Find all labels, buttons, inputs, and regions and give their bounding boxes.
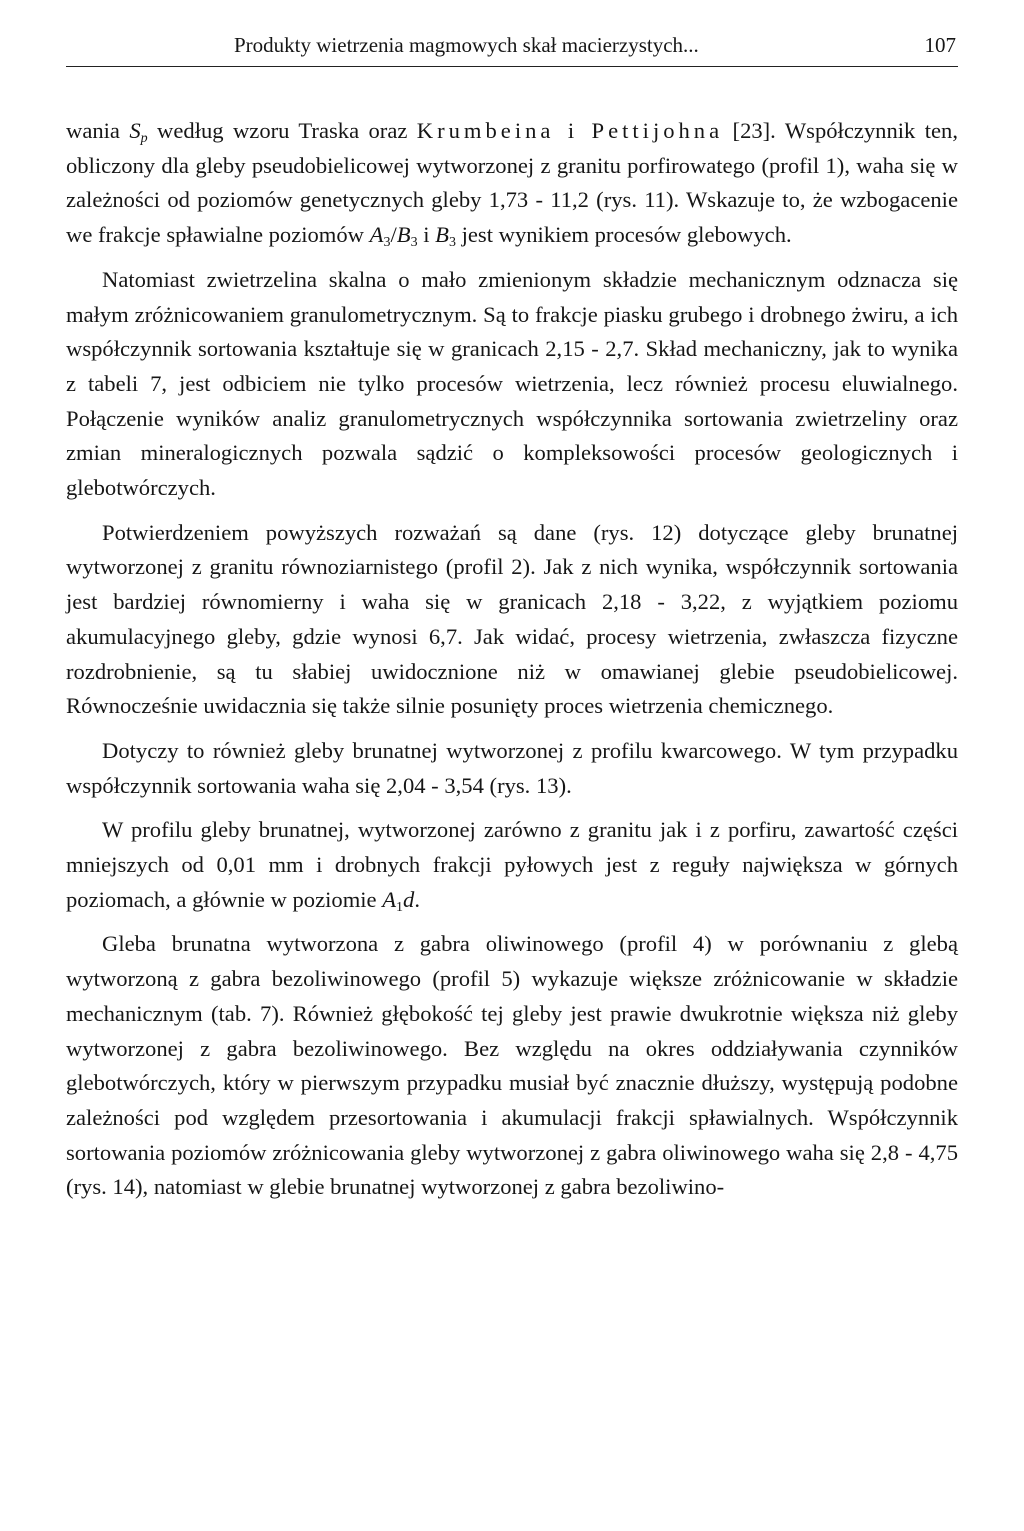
p5-lead: W profilu gleby brunatnej, wytworzonej zarówno z granitu jak i z porfiru, zawartość części mniejszych od 0,01 mm i drobnych frakcji pyłowych jest z reguły największa w górnych poziomach, a głównie w poziomie (66, 817, 958, 912)
p5-tail: . (414, 886, 420, 912)
running-head (66, 30, 958, 67)
horizon-a1d-suffix: d (403, 886, 415, 912)
paragraph-1 (66, 114, 958, 253)
horizon-a3-symbol: A (369, 222, 384, 248)
p1-after-sp: według wzoru Traska oraz (147, 118, 417, 143)
paragraph-6: Gleba brunatna wytworzona z gabra oliwinowego (profil 4) w porównaniu z glebą wytworzoną z gabra bezoliwinowego (profil 5) wykazuje większe zróżnicowanie w składzie mechanicznym (tab. 7). Również głębokość tej gleby jest prawie dwukrotnie większa niż gleby wytworzonej z gabra bezoliwinowego. Bez względu na okres oddziaływania czynników glebotwórczych, który w pierwszym przypadku musiał być znacznie dłuższy, występują podobne zależności pod względem przesortowania i akumulacji frakcji spławialnych. Współczynnik sortowania poziomów zróżnicowania gleby wytworzonej z gabra oliwinowego waha się 2,8 - 4,75 (rys. 14), natomiast w glebie brunatnej wytworzonej z gabra bezoliwino- (66, 931, 958, 1200)
author-names: Krumbeina i Pettijohna (416, 118, 724, 143)
paragraph-2: Natomiast zwietrzelina skalna o mało zmienionym składzie mechanicznym odznacza się małym zróżnicowaniem granulometrycznym. Są to frakcje piasku grubego i drobnego żwiru, a ich współczynnik sortowania kształtuje się w granicach 2,15 - 2,7. Skład mechaniczny, jak to wynika z tabeli 7, jest odbiciem nie tylko procesów wietrzenia, lecz również procesu eluwialnego. Połączenie wyników analiz granulometrycznych współczynnika sortowania zwietrzeliny oraz zmian mineralogicznych pozwala sądzić o kompleksowości procesów geologicznych i glebotwórczych. (66, 266, 958, 501)
horizon-a1d-symbol: A (382, 886, 397, 912)
sp-subscript: p (140, 131, 148, 146)
horizon-slash: / (390, 222, 397, 248)
horizon-a3-subscript: 3 (383, 235, 391, 251)
running-title: Produkty wietrzenia magmowych skał macierzystych... (234, 33, 699, 57)
book-page (66, 30, 958, 1215)
p1-after-names: [23]. Współczynnik ten, obliczony dla gleby pseudobielicowej wytworzonej z granitu porfirowatego (profil 1), waha się w zależności od poziomów genetycznych gleby 1,73 - 11,2 (rys. 11). Wskazuje to, że wzbogacenie we frakcje spławialne poziomów (66, 118, 958, 248)
sp-symbol: S (129, 118, 141, 143)
horizon-a1d-subscript: 1 (396, 899, 404, 915)
paragraph-3: Potwierdzeniem powyższych rozważań są dane (rys. 12) dotyczące gleby brunatnej wytworzonej z granitu równoziarnistego (profil 2). Jak z nich wynika, współczynnik sortowania jest bardziej równomierny i waha się w granicach 2,18 - 3,22, z wyjątkiem poziomu akumulacyjnego gleby, gdzie wynosi 6,7. Jak widać, procesy wietrzenia, zwłaszcza fizyczne rozdrobnienie, są tu słabiej uwidocznione niż w omawianej glebie pseudobielicowej. Równocześnie uwidacznia się także silnie posunięty proces wietrzenia chemicznego. (66, 519, 958, 719)
horizon-b3-subscript: 3 (410, 235, 418, 251)
horizon-b3-symbol: B (396, 222, 411, 248)
paragraph-4: Dotyczy to również gleby brunatnej wytworzonej z profilu kwarcowego. W tym przypadku współczynnik sortowania waha się 2,04 - 3,54 (rys. 13). (66, 737, 958, 798)
p1-mid: i (417, 222, 436, 248)
horizon-b3-second-symbol: B (435, 222, 449, 248)
body-text (66, 114, 958, 1205)
p1-lead: wania (66, 118, 130, 143)
page-number: 107 (924, 33, 956, 57)
paragraph-5 (66, 813, 958, 917)
horizon-b3-second-subscript: 3 (448, 235, 456, 251)
p1-tail: jest wynikiem procesów glebowych. (455, 222, 792, 248)
